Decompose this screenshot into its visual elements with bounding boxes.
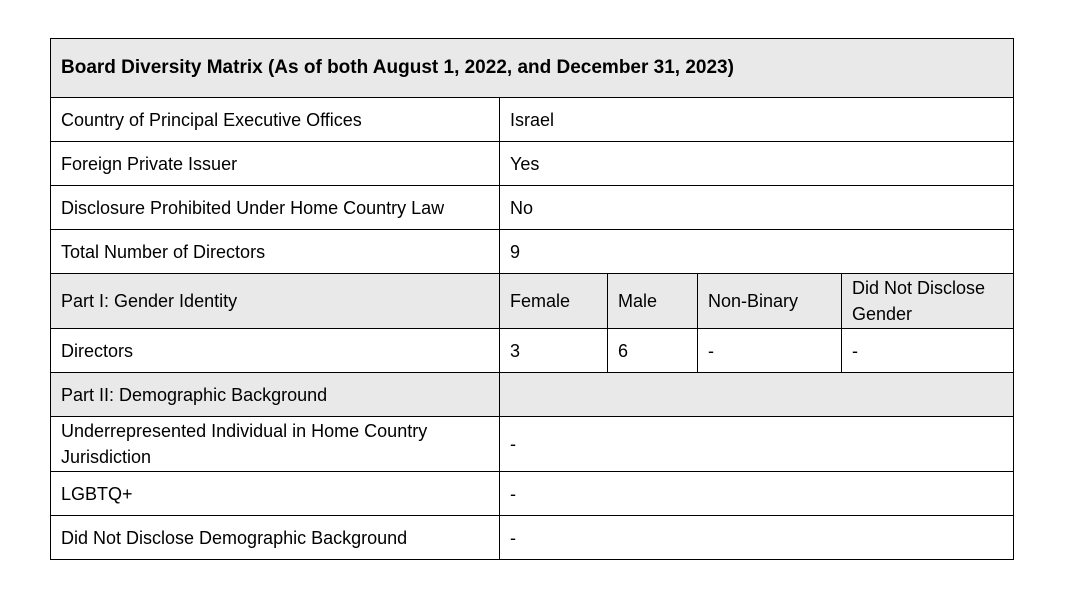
row-label: Country of Principal Executive Offices (51, 98, 500, 142)
directors-non-binary-count: - (698, 329, 842, 373)
row-value: Israel (500, 98, 1014, 142)
row-value: - (500, 472, 1014, 516)
row-value: - (500, 417, 1014, 472)
part2-header-blank (500, 373, 1014, 417)
row-value: - (500, 516, 1014, 560)
table-row (51, 516, 1014, 560)
table-row (51, 142, 1014, 186)
part2-header-row (51, 373, 1014, 417)
row-label: Underrepresented Individual in Home Country Jurisdiction (51, 417, 500, 472)
row-label: Total Number of Directors (51, 230, 500, 274)
column-header-did-not-disclose-gender: Did Not Disclose Gender (842, 274, 1014, 329)
board-diversity-matrix-table (50, 38, 1014, 560)
row-label: Did Not Disclose Demographic Background (51, 516, 500, 560)
table-title: Board Diversity Matrix (As of both August 1, 2022, and December 31, 2023) (51, 39, 1014, 98)
directors-female-count: 3 (500, 329, 608, 373)
row-label: Disclosure Prohibited Under Home Country Law (51, 186, 500, 230)
table-row (51, 417, 1014, 472)
column-header-male: Male (608, 274, 698, 329)
row-value: No (500, 186, 1014, 230)
part1-heading: Part I: Gender Identity (51, 274, 500, 329)
row-label: LGBTQ+ (51, 472, 500, 516)
directors-label: Directors (51, 329, 500, 373)
table-row (51, 230, 1014, 274)
directors-undisclosed-count: - (842, 329, 1014, 373)
column-header-non-binary: Non-Binary (698, 274, 842, 329)
table-row (51, 186, 1014, 230)
row-value: 9 (500, 230, 1014, 274)
table-title-row (51, 39, 1014, 98)
row-label: Foreign Private Issuer (51, 142, 500, 186)
row-value: Yes (500, 142, 1014, 186)
table-row (51, 472, 1014, 516)
table-row (51, 98, 1014, 142)
part1-header-row (51, 274, 1014, 329)
directors-male-count: 6 (608, 329, 698, 373)
column-header-female: Female (500, 274, 608, 329)
part2-heading: Part II: Demographic Background (51, 373, 500, 417)
directors-row (51, 329, 1014, 373)
